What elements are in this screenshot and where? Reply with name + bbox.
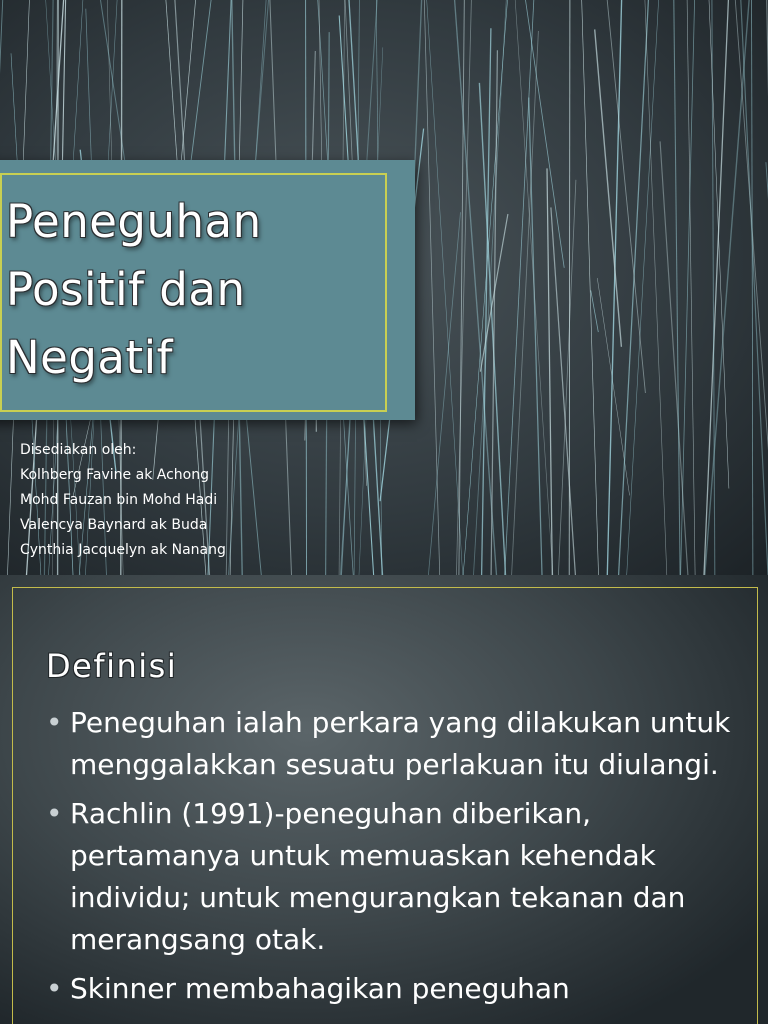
background-line (428, 212, 460, 575)
definition-heading: Definisi (46, 647, 178, 685)
title-line: Peneguhan (6, 195, 262, 248)
background-line (529, 98, 542, 576)
background-line (645, 0, 667, 575)
background-line (752, 0, 753, 575)
background-line (704, 0, 728, 575)
bullet-item (46, 968, 736, 1010)
background-line (515, 0, 553, 575)
background-line (591, 290, 599, 332)
author-name: Cynthia Jacquelyn ak Nanang (20, 542, 226, 558)
background-line (558, 180, 576, 575)
title-line: Positif dan (6, 263, 246, 316)
bullet-icon: • (46, 706, 63, 739)
prepared-by-label: Disediakan oleh: (20, 442, 137, 458)
background-line (674, 0, 680, 575)
bullet-icon: • (46, 797, 63, 830)
bullet-item (46, 702, 736, 786)
background-line (505, 0, 534, 575)
background-line (526, 0, 565, 268)
slide-title (6, 188, 262, 392)
bullet-text: Skinner membahagikan peneguhan (70, 972, 570, 1005)
background-line (582, 0, 599, 575)
bullet-text: Peneguhan ialah perkara yang dilakukan untuk menggalakkan sesuatu perlakuan itu diulangi. (70, 706, 731, 781)
background-line (705, 0, 749, 575)
definition-slide (0, 575, 768, 1024)
background-line (627, 0, 659, 575)
background-line (547, 168, 552, 575)
bullet-list (46, 702, 736, 1017)
background-line (607, 0, 621, 575)
title-box (0, 160, 415, 420)
background-line (741, 0, 768, 575)
bullet-icon: • (46, 972, 63, 1005)
author-list (20, 438, 226, 563)
author-name: Kolhberg Favine ak Achong (20, 467, 209, 483)
title-line: Negatif (6, 331, 173, 384)
bullet-item (46, 793, 736, 961)
author-name: Mohd Fauzan bin Mohd Hadi (20, 492, 218, 508)
author-name: Valencya Baynard ak Buda (20, 517, 208, 533)
background-line (619, 0, 649, 575)
bullet-text: Rachlin (1991)-peneguhan diberikan, pertamanya untuk memuaskan kehendak individu; untuk mengurangkan tekanan dan merangsang otak. (70, 797, 686, 956)
background-line (687, 0, 695, 575)
